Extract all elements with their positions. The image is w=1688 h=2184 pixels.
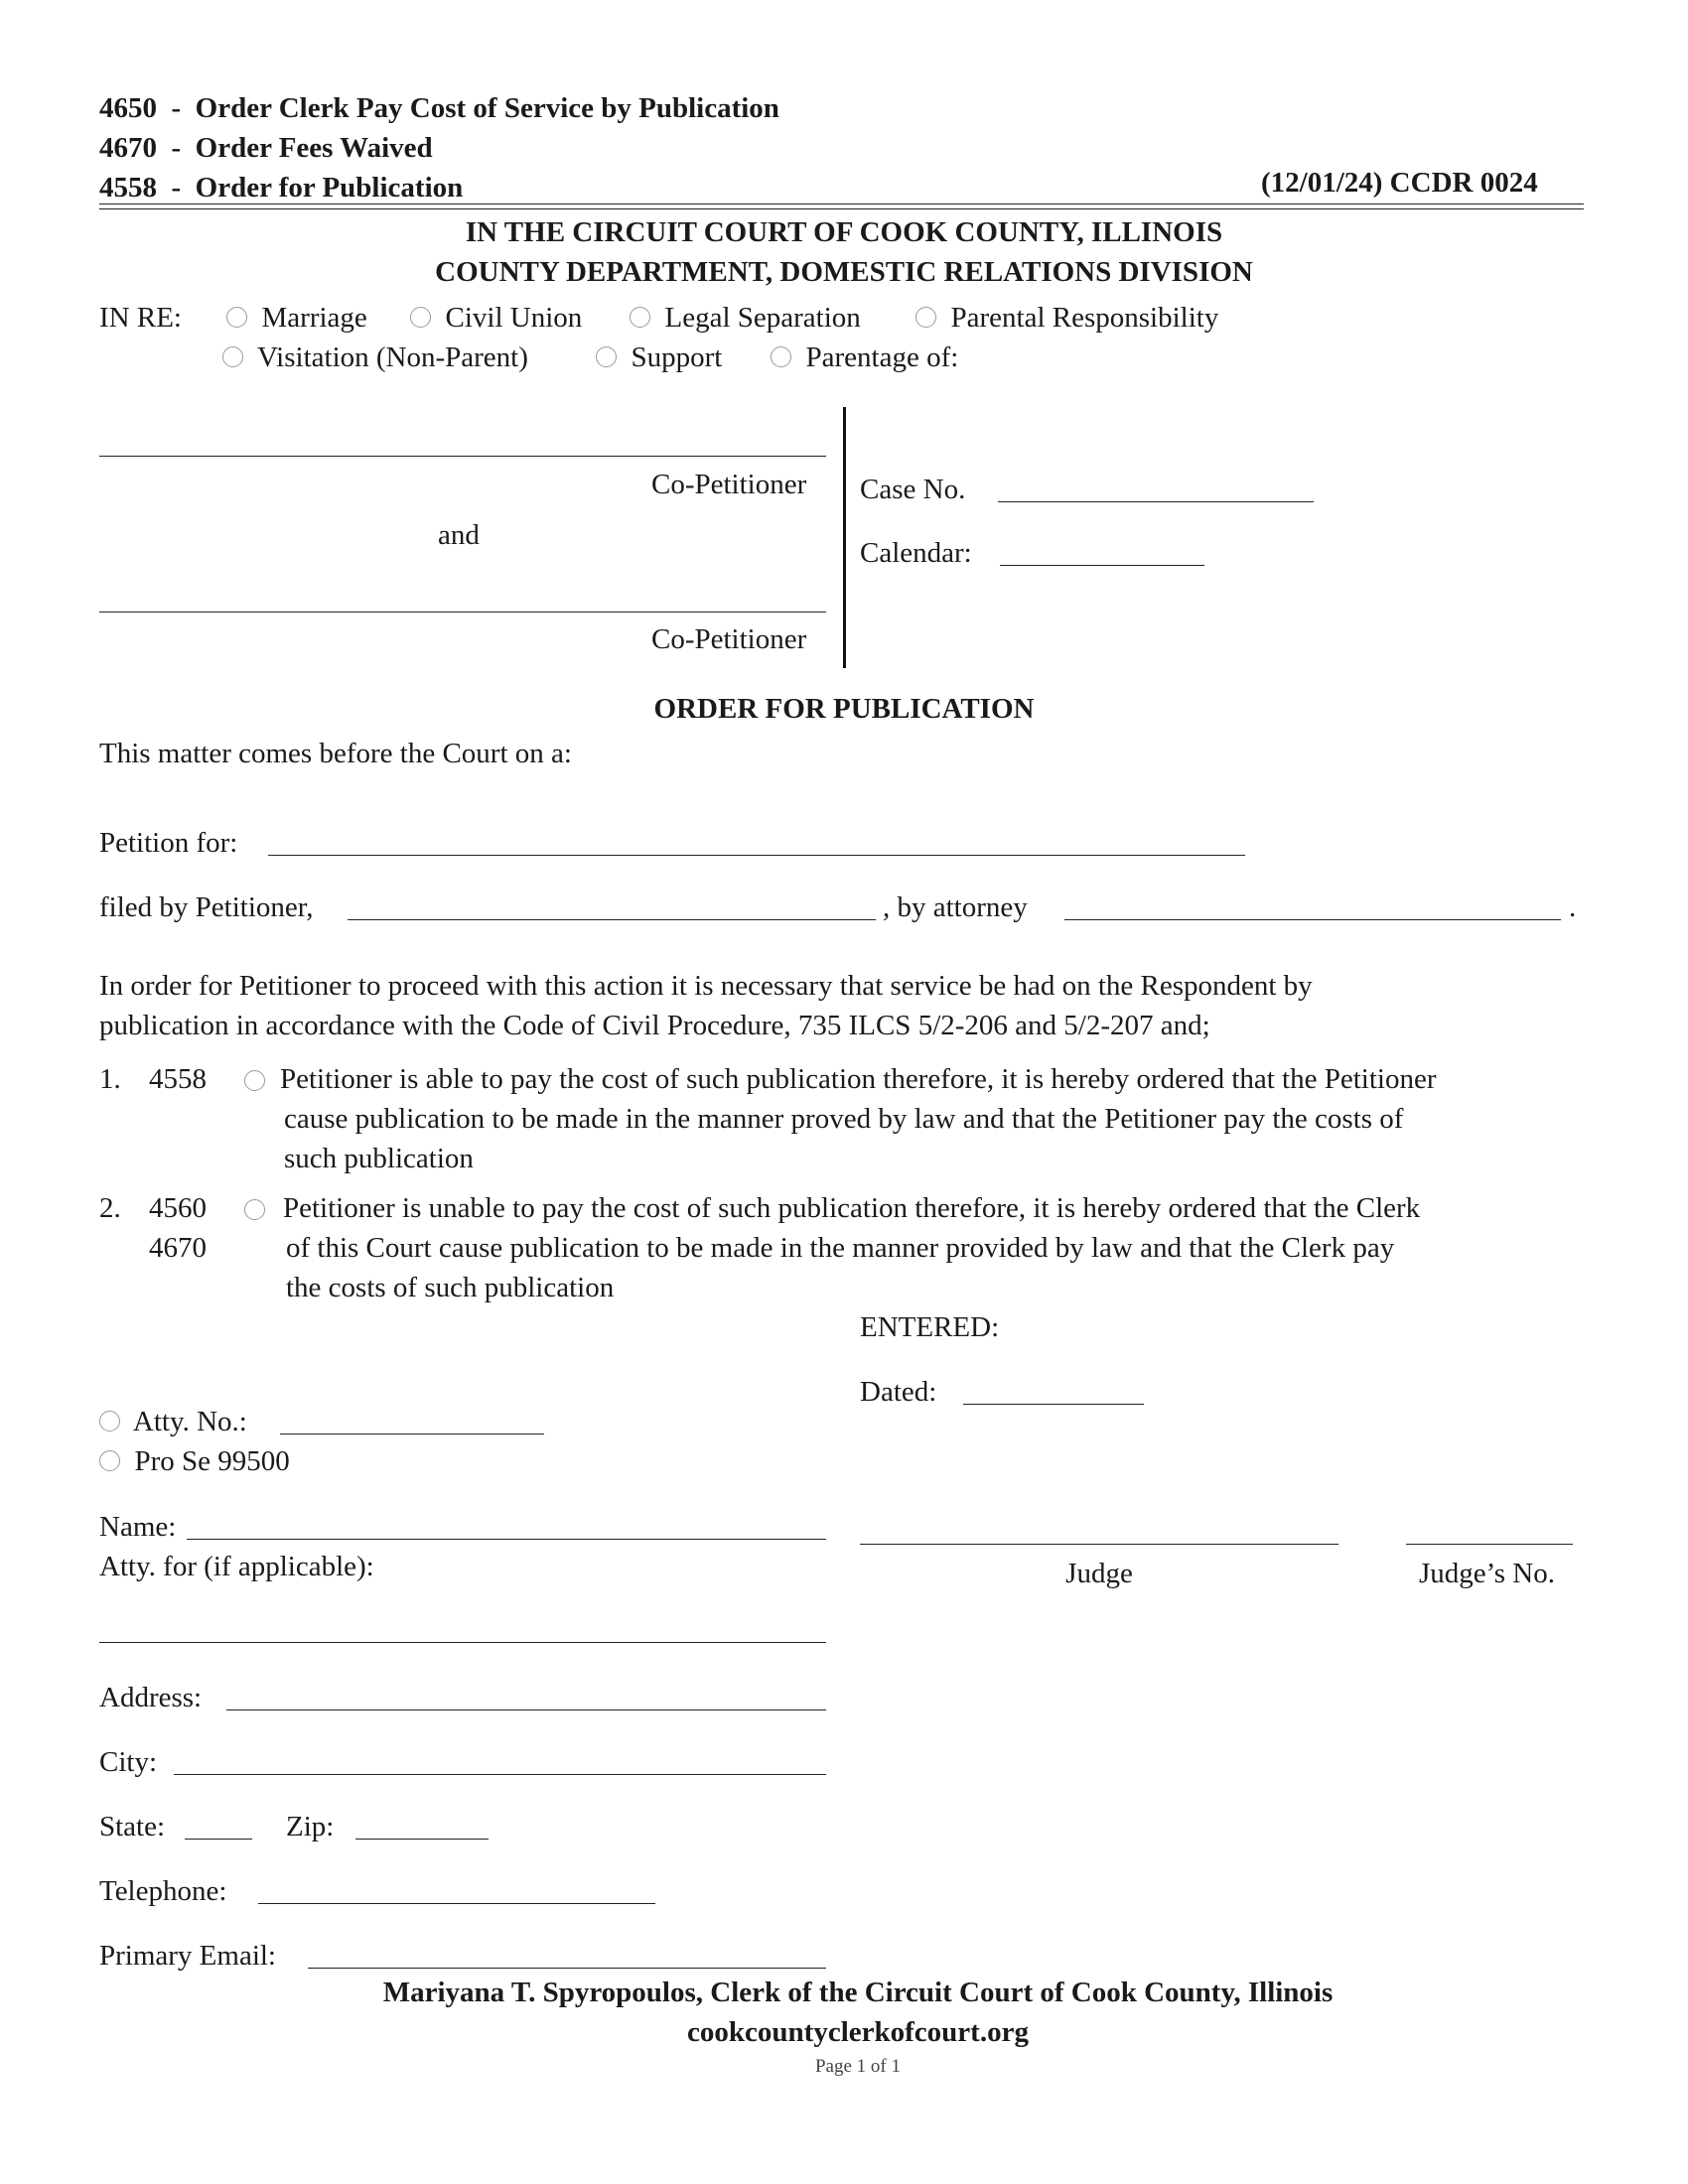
judge-label: Judge — [1065, 1558, 1133, 1589]
dated-label: Dated: — [860, 1376, 937, 1408]
name-line — [187, 1539, 826, 1540]
in-re-option-marriage[interactable]: Marriage — [226, 302, 367, 335]
atty-for-input[interactable] — [99, 1608, 826, 1640]
atty-no-input[interactable] — [280, 1400, 544, 1432]
header-rule-top — [99, 204, 1584, 205]
item-2-line-1: Petitioner is unable to pay the cost of such publication therefore, it is hereby ordered that the Clerk — [283, 1192, 1421, 1224]
dated-input[interactable] — [963, 1370, 1144, 1402]
state-label: State: — [99, 1811, 166, 1843]
item-2-line-3: the costs of such publication — [286, 1272, 615, 1303]
support-radio[interactable] — [596, 346, 617, 367]
header-code-line-2: 4670 - Order Fees Waived — [99, 132, 433, 164]
civil-union-radio[interactable] — [410, 307, 431, 328]
calendar-label: Calendar: — [860, 537, 972, 569]
co-petitioner-1-label: Co-Petitioner — [651, 469, 807, 500]
caption-divider — [843, 407, 846, 668]
visitation-radio[interactable] — [222, 346, 243, 367]
atty-for-line — [99, 1642, 826, 1643]
item-2-code-2: 4670 — [149, 1232, 207, 1264]
petition-for-label: Petition for: — [99, 827, 238, 859]
filed-by-label: filed by Petitioner, — [99, 891, 314, 923]
name-label: Name: — [99, 1511, 177, 1543]
address-input[interactable] — [226, 1676, 826, 1707]
parental-responsibility-radio[interactable] — [915, 307, 936, 328]
item-1-line-3: such publication — [284, 1143, 474, 1174]
city-input[interactable] — [174, 1740, 826, 1772]
email-line — [308, 1968, 826, 1969]
in-re-option-parentage[interactable]: Parentage of: — [771, 341, 958, 374]
atty-no-radio[interactable] — [99, 1411, 120, 1432]
petitioner-name-line — [348, 919, 876, 920]
header-code-line-1: 4650 - Order Clerk Pay Cost of Service by Publication — [99, 92, 779, 124]
in-re-option-parental-responsibility[interactable]: Parental Responsibility — [915, 302, 1218, 335]
judge-signature-line — [860, 1544, 1338, 1545]
attorney-name-input[interactable] — [1064, 886, 1561, 917]
co-petitioner-2-input[interactable] — [99, 578, 826, 610]
judges-no-input[interactable] — [1406, 1510, 1573, 1542]
pro-se-radio[interactable] — [99, 1450, 120, 1471]
city-label: City: — [99, 1746, 158, 1778]
state-line — [185, 1839, 252, 1840]
co-petitioner-1-input[interactable] — [99, 422, 826, 454]
dated-line — [963, 1404, 1144, 1405]
zip-line — [355, 1839, 489, 1840]
item-1-line-2: cause publication to be made in the manner proved by law and that the Petitioner pay the costs of — [284, 1103, 1404, 1135]
zip-input[interactable] — [355, 1805, 489, 1837]
email-label: Primary Email: — [99, 1940, 276, 1972]
case-no-label: Case No. — [860, 474, 966, 505]
item-1-radio[interactable] — [244, 1070, 265, 1091]
telephone-label: Telephone: — [99, 1875, 227, 1907]
in-re-option-visitation[interactable]: Visitation (Non-Parent) — [222, 341, 528, 374]
email-input[interactable] — [308, 1934, 826, 1966]
order-body-line-1: In order for Petitioner to proceed with this action it is necessary that service be had on the Respondent by — [99, 970, 1313, 1002]
co-petitioner-2-line — [99, 612, 826, 613]
caption-and: and — [438, 519, 480, 551]
parentage-radio[interactable] — [771, 346, 791, 367]
atty-for-label: Atty. for (if applicable): — [99, 1551, 374, 1582]
filed-by-period: . — [1569, 891, 1577, 923]
telephone-line — [258, 1903, 655, 1904]
item-1-code: 4558 — [149, 1063, 207, 1095]
judges-no-label: Judge’s No. — [1419, 1558, 1555, 1589]
item-1-number: 1. — [99, 1063, 121, 1095]
case-no-line — [998, 501, 1314, 502]
item-1-line-1: Petitioner is able to pay the cost of such publication therefore, it is hereby ordered that the Petitioner — [280, 1063, 1437, 1095]
co-petitioner-2-label: Co-Petitioner — [651, 623, 807, 655]
by-attorney-label: , by attorney — [883, 891, 1028, 923]
pro-se-option[interactable]: Pro Se 99500 — [99, 1445, 290, 1478]
petitioner-name-input[interactable] — [348, 886, 876, 917]
attorney-name-line — [1064, 919, 1561, 920]
address-line — [226, 1709, 826, 1710]
header-rule-bottom — [99, 208, 1584, 209]
zip-label: Zip: — [286, 1811, 335, 1843]
atty-no-line — [280, 1433, 544, 1434]
footer-page-number: Page 1 of 1 — [814, 2056, 901, 2077]
marriage-radio[interactable] — [226, 307, 247, 328]
petition-for-line — [268, 855, 1245, 856]
judges-no-line — [1406, 1544, 1573, 1545]
calendar-line — [1000, 565, 1204, 566]
item-2-line-2: of this Court cause publication to be made in the manner provided by law and that the Clerk pay — [286, 1232, 1395, 1264]
item-2-number: 2. — [99, 1192, 121, 1224]
court-heading-1: IN THE CIRCUIT COURT OF COOK COUNTY, ILLINOIS — [465, 216, 1223, 248]
header-code-line-3: 4558 - Order for Publication — [99, 172, 464, 204]
item-2-code-1: 4560 — [149, 1192, 207, 1224]
co-petitioner-1-line — [99, 456, 826, 457]
petition-for-input[interactable] — [268, 821, 1245, 853]
judge-signature-input[interactable] — [860, 1510, 1338, 1542]
telephone-input[interactable] — [258, 1869, 655, 1901]
in-re-option-legal-separation[interactable]: Legal Separation — [630, 302, 861, 335]
in-re-option-civil-union[interactable]: Civil Union — [410, 302, 582, 335]
form-id: (12/01/24) CCDR 0024 — [1261, 167, 1538, 199]
case-no-input[interactable] — [998, 468, 1314, 499]
court-heading-2: COUNTY DEPARTMENT, DOMESTIC RELATIONS DIVISION — [435, 256, 1253, 288]
name-input[interactable] — [187, 1505, 826, 1537]
order-intro: This matter comes before the Court on a: — [99, 738, 572, 769]
in-re-option-support[interactable]: Support — [596, 341, 722, 374]
footer-website[interactable]: cookcountyclerkofcourt.org — [687, 2016, 1029, 2048]
in-re-label: IN RE: — [99, 302, 182, 334]
address-label: Address: — [99, 1682, 203, 1713]
item-2-radio[interactable] — [244, 1199, 265, 1220]
entered-label: ENTERED: — [860, 1311, 1000, 1343]
order-title: ORDER FOR PUBLICATION — [653, 693, 1035, 725]
order-body-line-2: publication in accordance with the Code of Civil Procedure, 735 ILCS 5/2-206 and 5/2-207 and; — [99, 1010, 1210, 1041]
state-input[interactable] — [185, 1805, 252, 1837]
atty-no-option[interactable]: Atty. No.: — [99, 1406, 247, 1438]
legal-separation-radio[interactable] — [630, 307, 650, 328]
calendar-input[interactable] — [1000, 531, 1204, 563]
footer-clerk: Mariyana T. Spyropoulos, Clerk of the Circuit Court of Cook County, Illinois — [382, 1977, 1334, 2008]
city-line — [174, 1774, 826, 1775]
